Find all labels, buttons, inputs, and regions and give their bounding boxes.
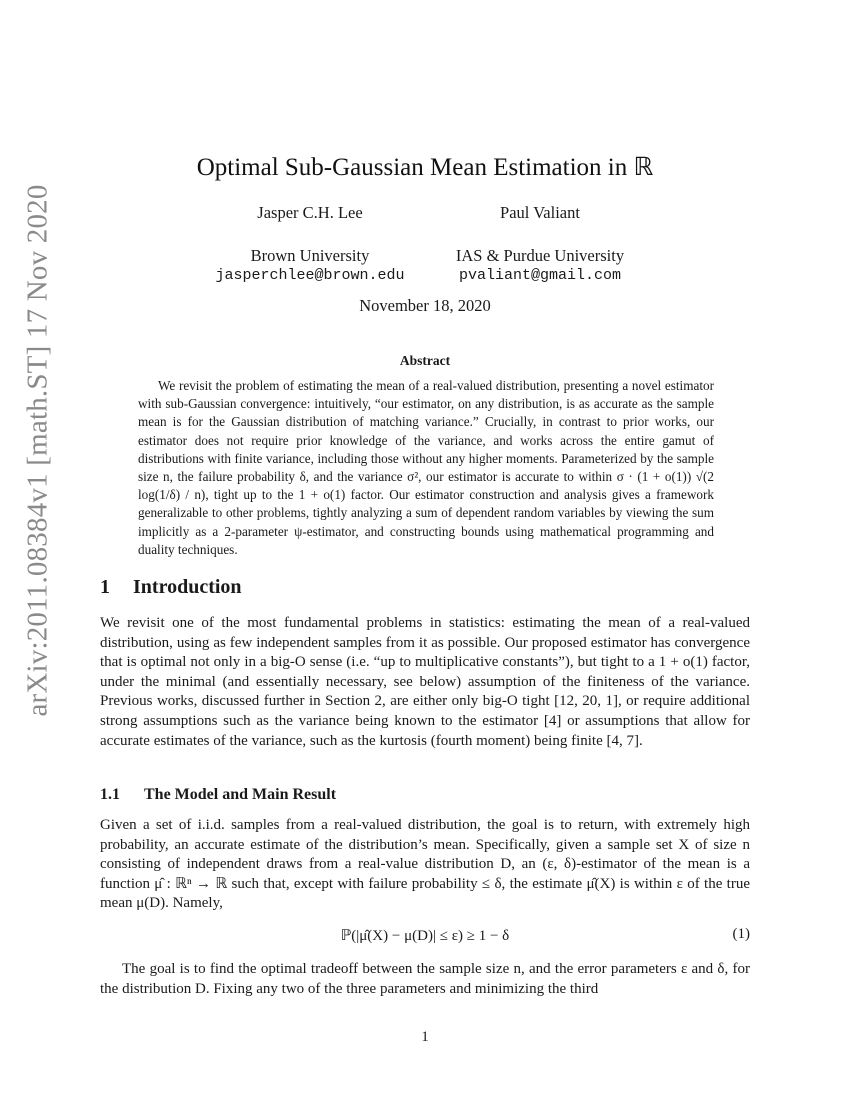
subsection-title: The Model and Main Result [144,786,337,803]
author-block-1 [180,203,440,284]
author-email: jasperchlee@brown.edu [215,267,405,284]
author-email: pvaliant@gmail.com [458,267,622,284]
author-name: Jasper C.H. Lee [257,203,363,222]
introduction-paragraph [100,614,750,751]
section-number: 1 [100,576,110,598]
author-affiliation: Brown University [250,246,370,265]
model-text: Given a set of i.i.d. samples from a real-valued distribution, the goal is to return, with extremely high probability, an accurate estimate of the distribution’s mean. Specifically, given a sample set X of size n consisting of independent draws from a real-value distribution D, an (ε, δ)-estimator of the mean is a function μ̂ : ℝⁿ → ℝ such that, except with failure probability ≤ δ, the estimate μ̂(X) is within ε of the true mean μ(D). Namely, [100,817,750,912]
model-paragraph [100,816,750,914]
author-affiliation: IAS & Purdue University [455,246,625,265]
author-block-2 [410,203,670,284]
goal-text: The goal is to find the optimal tradeoff between the sample size n, and the error parameters ε and δ, for the distribution D. Fixing any two of the three parameters and minimizing the third [100,961,750,997]
subsection-heading [100,786,336,804]
abstract-text: We revisit the problem of estimating the mean of a real-valued distribution, presenting a novel estimator with sub-Gaussian convergence: intuitively, “our estimator, on any distribution, is as accurate as the sample mean is for the Gaussian distribution of matching variance.” Crucially, in contrast to prior works, our estimator does not require prior knowledge of the variance, and works across the entire gamut of distributions with finite variance, including those without any higher moments. Parameterized by the sample size n, the failure probability δ, and the variance σ², our estimator is accurate to within σ · (1 + o(1)) √(2 log(1/δ) / n), tight up to the 1 + o(1) factor. Our estimator construction and analysis gives a framework generalizable to other problems, tightly analyzing a sum of dependent random variables by viewing the sum implicitly as a 2-parameter ψ-estimator, and constructing bounds using mathematical programming and duality techniques. [138,378,714,557]
arxiv-stamp [12,183,64,717]
abstract-body [138,377,714,559]
goal-paragraph [100,960,750,999]
intro-text: We revisit one of the most fundamental problems in statistics: estimating the mean of a real-valued distribution, using as few independent samples from it as possible. Our proposed estimator has convergence that is optimal not only in a big-O sense (i.e. “up to multiplicative constants”), but tight to a 1 + o(1) factor, under the minimal (and essentially necessary, see below) assumption of the finiteness of the variance. Previous works, discussed further in Section 2, are either only big-O tight [12, 20, 1], or require additional strong assumptions such as the variance being known to the estimator [4] or assumptions that allow for accurate estimates of the variance, such as the kurtosis (fourth moment) being finite [4, 7]. [100,615,750,749]
arxiv-id: arXiv:2011.08384v1 [math.ST] 17 Nov 2020 [21,183,54,717]
author-name: Paul Valiant [500,203,580,222]
equation-formula: ℙ(|μ̂(X) − μ(D)| ≤ ε) ≥ 1 − δ [340,928,510,944]
abstract-heading: Abstract [399,353,451,368]
paper-title: Optimal Sub-Gaussian Mean Estimation in ℝ [196,154,654,181]
paper-date: November 18, 2020 [359,296,491,315]
section-heading [100,576,242,599]
subsection-number: 1.1 [100,786,120,803]
section-title: Introduction [133,576,242,598]
page-number: 1 [421,1029,429,1045]
equation-1 [100,926,750,948]
equation-number: (1) [732,926,750,942]
